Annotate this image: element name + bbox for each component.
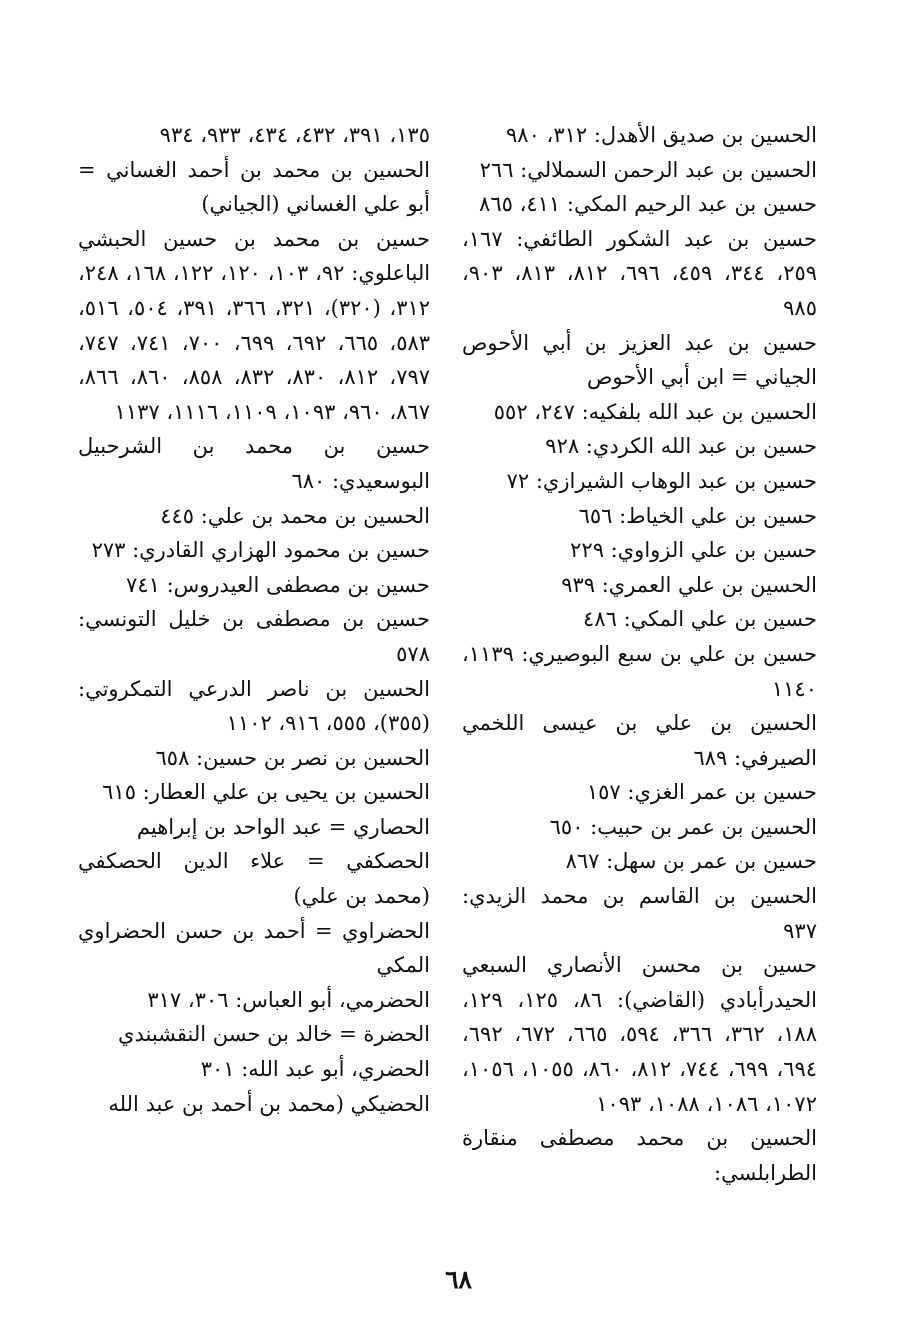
- index-entry: الحسين بن القاسم بن محمد الزيدي: ٩٣٧: [462, 884, 817, 943]
- index-entry: الحسين بن محمد بن أحمد الغساني = أبو علي الغساني (الجياني): [78, 157, 430, 217]
- index-entry: حسين بن محمد بن الشرحبيل البوسعيدي: ٦٨٠: [78, 434, 430, 493]
- index-entry: حسين بن علي بن سبع البوصيري: ١١٣٩، ١١٤٠: [462, 641, 817, 701]
- index-entry: الحضرمي، أبو العباس: ٣٠٦، ٣١٧: [147, 987, 430, 1012]
- index-entry: حسين بن عبد الله الكردي: ٩٢٨: [545, 434, 817, 459]
- index-entry: الحسين بن صديق الأهدل: ٣١٢، ٩٨٠: [506, 123, 817, 147]
- right-column: [462, 118, 817, 1190]
- index-entry: حسين بن علي المكي: ٤٨٦: [583, 607, 817, 632]
- index-entry: حسين بن عبد الوهاب الشيرازي: ٧٢: [506, 468, 817, 493]
- index-entry: حسين بن محمود الهزاري القادري: ٢٧٣: [91, 538, 430, 563]
- index-entry: حسين بن عمر بن سهل: ٨٦٧: [565, 849, 817, 874]
- index-entry: الحسين بن محمد بن علي: ٤٤٥: [160, 503, 430, 528]
- index-entry: حسين بن عبد الشكور الطائفي: ١٦٧، ٢٥٩، ٣٤٤، ٤٥٩، ٦٩٦، ٨١٢، ٨١٣، ٩٠٣، ٩٨٥: [462, 226, 818, 320]
- index-entry: حسين بن عبد الرحيم المكي: ٤١١، ٨٦٥: [479, 192, 817, 217]
- index-entry: الحسين بن نصر بن حسين: ٦٥٨: [155, 745, 430, 770]
- index-entry: الحضرة = خالد بن حسن النقشبندي: [118, 1022, 430, 1047]
- index-entry: الحسين بن يحيى بن علي العطار: ٦١٥: [102, 780, 430, 805]
- index-entry: حسين بن محسن الأنصاري السبعي الحيدرأبادي (القاضي): ٨٦، ١٢٥، ١٢٩، ١٨٨، ٣٦٢، ٣٦٦، ٥٩٤، ٦٦٥، ٦٧٢، ٦٩٢، ٦٩٤، ٦٩٩، ٧٤٤، ٨١٢، ٨٦٠، ١٠٥٥، ١٠٥٦، ١٠٧٢، ١٠٨٦، ١٠٨٨، ١٠٩٣: [462, 953, 818, 1116]
- index-entry: الحسين بن عبد الله بلفكيه: ٢٤٧، ٥٥٢: [493, 399, 817, 424]
- left-column: [78, 118, 430, 1121]
- page-number: ٦٨: [445, 1265, 472, 1294]
- index-entry: الحصاري = عبد الواحد بن إبراهيم: [136, 814, 430, 839]
- index-entry: الحضراوي = أحمد بن حسن الحضراوي المكي: [78, 918, 430, 978]
- index-entry: حسين بن عمر الغزي: ١٥٧: [586, 780, 817, 805]
- index-entry-continuation: ١٣٥، ٣٩١، ٤٣٢، ٤٣٤، ٩٣٣، ٩٣٤: [159, 123, 430, 147]
- index-entry: الحضري، أبو عبد الله: ٣٠١: [200, 1057, 430, 1082]
- index-entry: الحسين بن ناصر الدرعي التمكروتي: (٣٥٥)، ٥٥٥، ٩١٦، ١١٠٢: [78, 676, 430, 736]
- index-entry: الحصكفي = علاء الدين الحصكفي (محمد بن علي): [78, 849, 430, 909]
- index-entry: حسين بن عبد العزيز بن أبي الأحوص الجياني = ابن أبي الأحوص: [462, 330, 817, 390]
- index-entry: الحسين بن عمر بن حبيب: ٦٥٠: [549, 814, 817, 839]
- index-entry: حسين بن مصطفى بن خليل التونسي: ٥٧٨: [78, 607, 430, 666]
- index-entry: حسين بن علي الزواوي: ٢٢٩: [570, 538, 817, 563]
- index-entry: حسين بن محمد بن حسين الحبشي الباعلوي: ٩٢، ١٠٣، ١٢٠، ١٢٢، ١٦٨، ٢٤٨، ٣١٢، (٣٢٠)، ٣٢١، ٣٦٦، ٣٩١، ٥٠٤، ٥١٦، ٥٨٣، ٦٦٥، ٦٩٢، ٦٩٩، ٧٠٠، ٧٤١، ٧٤٧، ٧٩٧، ٨١٢، ٨٣٠، ٨٣٢، ٨٥٨، ٨٦٠، ٨٦٦، ٨٦٧، ٩٦٠، ١٠٩٣، ١١٠٩، ١١١٦، ١١٣٧: [78, 226, 431, 424]
- index-entry: الحسين بن عبد الرحمن السملالي: ٢٦٦: [479, 157, 817, 182]
- index-entry: حسين بن علي الخياط: ٦٥٦: [578, 503, 817, 528]
- index-entry: الحسين بن محمد مصطفى منقارة الطرابلسي:: [462, 1126, 817, 1185]
- index-entry: الحضيكي (محمد بن أحمد بن عبد الله: [108, 1091, 430, 1116]
- index-entry: حسين بن مصطفى العيدروس: ٧٤١: [126, 572, 430, 597]
- index-entry: الحسين بن علي العمري: ٩٣٩: [561, 572, 817, 597]
- index-entry: الحسين بن علي بن عيسى اللخمي الصيرفي: ٦٨٩: [462, 711, 817, 770]
